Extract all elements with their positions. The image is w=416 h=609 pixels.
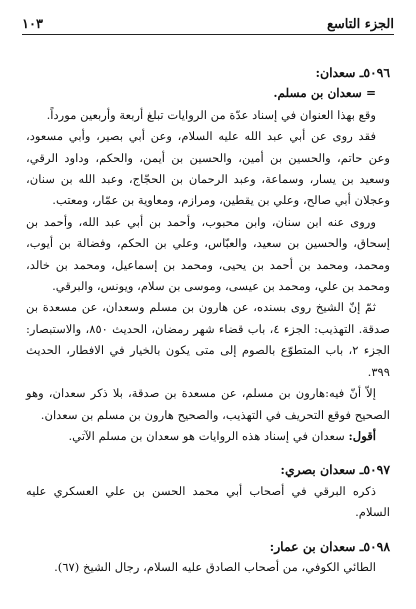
page-body bbox=[26, 62, 390, 578]
paragraph: إلاّ أنّ فيه:هارون بن مسلم، عن مسعدة بن صدقة، بلا ذكر سعدان، وهو الصحيح فوقع التحريف في التهذيب، والصحيح هارون بن مسلم بن سعدان. bbox=[26, 386, 390, 422]
note-label: أقول: bbox=[348, 428, 376, 443]
note-paragraph bbox=[26, 426, 390, 447]
paragraph: ثمّ إنّ الشيخ روى بسنده، عن هارون بن مسلم وسعدان، عن مسعدة بن صدقة. التهذيب: الجزء ٤، باب قضاء شهر رمضان، الحديث ٨٥٠، والاستبصار: الجزء ٢، باب المتطوّع بالصوم إلى متى يكون بالخيار في الافطار، الحديث ٣٩٩. bbox=[26, 300, 390, 379]
note-text: سعدان في إسناد هذه الروايات هو سعدان بن مسلم الآتي. bbox=[68, 428, 349, 443]
entry-subtitle: = سعدان بن مسلم. bbox=[273, 86, 376, 101]
entry-title: ٥٠٩٦ـ سعدان: bbox=[315, 65, 390, 80]
page-number: ١٠٣ bbox=[22, 17, 43, 32]
entry-title: ٥٠٩٨ـ سعدان بن عمار: bbox=[269, 538, 390, 554]
paragraph: فقد روى عن أبي عبد الله عليه السلام، وعن أبي بصير، وأبي مسعود، وعن حاتم، والحسين بن أمين، والحسين بن أيمن، والحكم، وداود الرقي، وسعيد بن يسار، وسماعة، وعبد الرحمان بن الحجّاج، وعبد الله بن سنان، وعجلان أبي صالح، وعلي بن يقطين، ومرازم، ومعاوية بن عمّار، ومعتب. bbox=[26, 129, 390, 208]
entry-title: ٥٠٩٧ـ سعدان بصري: bbox=[280, 462, 390, 478]
paragraph: ذكره البرقي في أصحاب أبي محمد الحسن بن علي العسكري عليه السلام. bbox=[26, 483, 390, 520]
running-title: الجزء التاسع bbox=[326, 17, 394, 32]
page-header bbox=[22, 10, 394, 35]
paragraph: وقع بهذا العنوان في إسناد عدّة من الروايات تبلغ أربعة وأربعين مورداً. bbox=[46, 107, 376, 122]
paragraph: وروى عنه ابن سنان، وابن محبوب، وأحمد بن أبي عبد الله، وأحمد بن إسحاق، والحسين بن سعيد، والعبّاس، وعلي بن الحكم، وفضالة بن أيوب، ومحمد، ومحمد بن أحمد بن يحيى، ومحمد بن إسماعيل، ومحمد بن خالد، ومحمد بن علي، ومحمد بن عيسى، وموسى بن سلام، ويونس، والبرقي. bbox=[26, 214, 390, 294]
paragraph: الطائي الكوفي، من أصحاب الصادق عليه السلام، رجال الشيخ (٦٧). bbox=[54, 559, 376, 574]
